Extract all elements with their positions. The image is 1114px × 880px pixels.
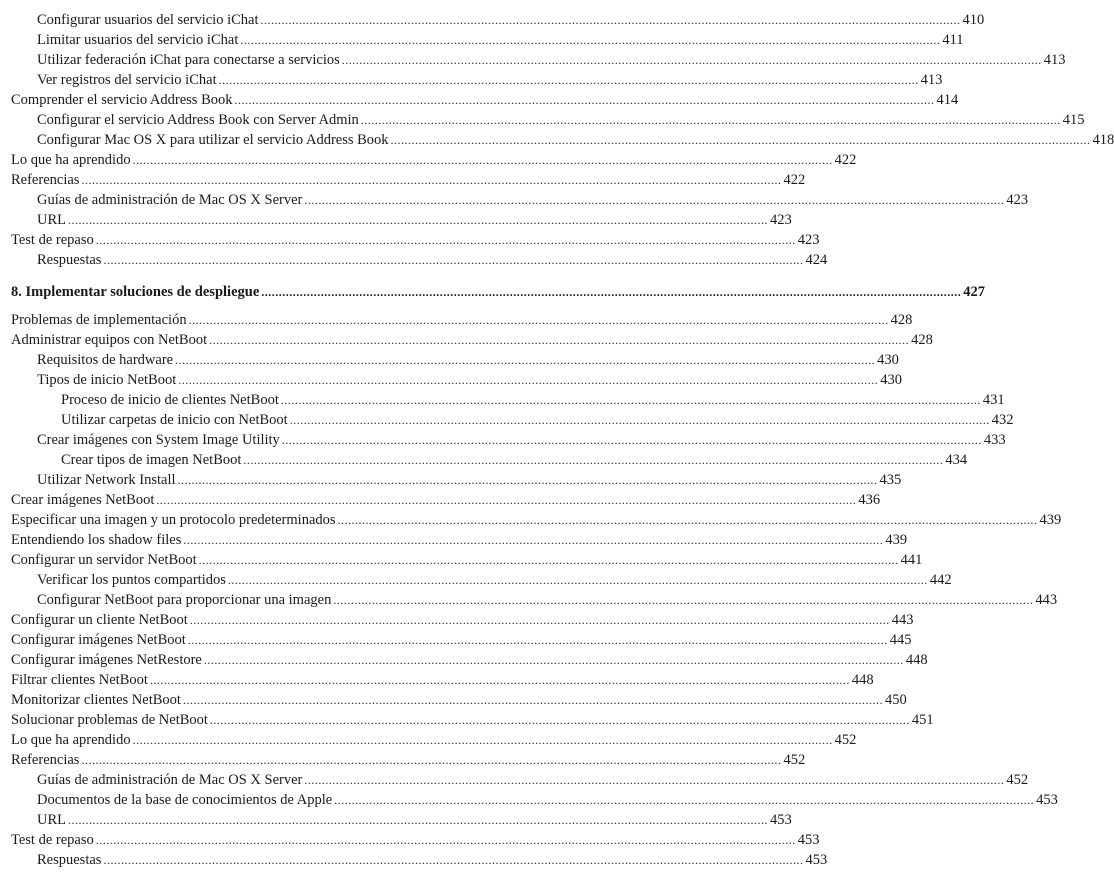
toc-entry — [0, 510, 1062, 530]
toc-page-number: 423 — [797, 232, 820, 248]
toc-entry — [0, 310, 913, 330]
dot-leader: ........................................................................................................................................................................................................ — [334, 793, 1035, 807]
toc-entry-title: Filtrar clientes NetBoot — [11, 672, 148, 688]
toc-entry — [0, 170, 806, 190]
toc-entry-title: Comprender el servicio Address Book — [11, 92, 233, 108]
dot-leader: ........................................................................................................................................................................................................ — [189, 613, 890, 627]
toc-page-number: 427 — [963, 284, 985, 300]
toc-entry-title: Problemas de implementación — [11, 312, 187, 328]
toc-entry-title: Respuestas — [37, 252, 102, 268]
toc-page-number: 435 — [879, 472, 902, 488]
dot-leader: ........................................................................................................................................................................................................ — [132, 153, 833, 167]
toc-entry — [0, 730, 857, 750]
toc-entry — [0, 750, 806, 770]
toc-entry-title: Administrar equipos con NetBoot — [11, 332, 208, 348]
toc-page-number: 448 — [851, 672, 874, 688]
toc-entry-title: Utilizar federación iChat para conectarse a servicios — [37, 52, 340, 68]
toc-page-number: 410 — [962, 12, 985, 28]
toc-page-number: 423 — [1006, 192, 1029, 208]
dot-leader: ........................................................................................................................................................................................................ — [95, 233, 796, 247]
toc-page-number: 451 — [911, 712, 934, 728]
toc-entry-title: Entendiendo los shadow files — [11, 532, 182, 548]
dot-leader: ........................................................................................................................................................................................................ — [132, 733, 833, 747]
toc-page-number: 452 — [1006, 772, 1029, 788]
dot-leader: ........................................................................................................................................................................................................ — [341, 53, 1042, 67]
toc-page-number: 453 — [805, 852, 828, 868]
toc-entry — [0, 230, 820, 250]
dot-leader: ........................................................................................................................................................................................................ — [175, 353, 876, 367]
dot-leader: ........................................................................................................................................................................................................ — [209, 713, 910, 727]
toc-page-number: 445 — [889, 632, 912, 648]
toc-entry-title: Crear imágenes con System Image Utility — [37, 432, 280, 448]
toc-entry-title: URL — [37, 212, 66, 228]
toc-entry-title: Utilizar carpetas de inicio con NetBoot — [61, 412, 288, 428]
toc-page-number: 448 — [905, 652, 928, 668]
toc-page-number: 430 — [877, 352, 899, 368]
toc-page-number: 433 — [983, 432, 1006, 448]
dot-leader: ........................................................................................................................................................................................................ — [203, 653, 904, 667]
toc-page-number: 453 — [1036, 792, 1058, 808]
toc-page-number: 436 — [858, 492, 881, 508]
dot-leader: ........................................................................................................................................................................................................ — [360, 113, 1061, 127]
toc-entry — [0, 850, 828, 870]
toc-entry-title: Test de repaso — [11, 232, 94, 248]
toc-entry-title: Especificar una imagen y un protocolo predeterminados — [11, 512, 336, 528]
dot-leader: ........................................................................................................................................................................................................ — [81, 173, 782, 187]
toc-page-number: 428 — [911, 332, 933, 348]
toc-page-number: 432 — [991, 412, 1014, 428]
dot-leader: ........................................................................................................................................................................................................ — [390, 133, 1091, 147]
toc-entry-title: Tipos de inicio NetBoot — [37, 372, 177, 388]
dot-leader: ........................................................................................................................................................................................................ — [280, 393, 981, 407]
toc-entry — [0, 130, 1114, 150]
toc-entry-title: Lo que ha aprendido — [11, 732, 131, 748]
toc-entry-title: Configurar NetBoot para proporcionar una imagen — [37, 592, 332, 608]
toc-entry-title: Requisitos de hardware — [37, 352, 174, 368]
toc-entry — [0, 150, 857, 170]
toc-page-number: 430 — [880, 372, 902, 388]
toc-entry — [0, 590, 1058, 610]
toc-entry — [0, 710, 934, 730]
toc-entry — [0, 770, 1029, 790]
toc-entry — [0, 530, 908, 550]
toc-page-number: 413 — [920, 72, 943, 88]
toc-entry — [0, 250, 828, 270]
toc-page-number: 453 — [770, 812, 792, 828]
toc-entry — [0, 190, 1029, 210]
dot-leader: ........................................................................................................................................................................................................ — [187, 633, 888, 647]
toc-entry-title: Configurar imágenes NetBoot — [11, 632, 186, 648]
toc-entry — [0, 390, 1005, 410]
dot-leader: ........................................................................................................................................................................................................ — [68, 813, 768, 827]
dot-leader: ........................................................................................................................................................................................................ — [178, 373, 879, 387]
toc-entry-title: 8. Implementar soluciones de despliegue — [11, 284, 260, 300]
toc-entry-title: Configurar Mac OS X para utilizar el servicio Address Book — [37, 132, 389, 148]
dot-leader: ........................................................................................................................................................................................................ — [304, 193, 1005, 207]
toc-entry — [0, 810, 792, 830]
dot-leader: ........................................................................................................................................................................................................ — [68, 213, 768, 227]
dot-leader: ........................................................................................................................................................................................................ — [95, 833, 796, 847]
toc-entry — [0, 370, 902, 390]
dot-leader: ........................................................................................................................................................................................................ — [240, 33, 941, 47]
toc-entry — [0, 330, 933, 350]
dot-leader: ........................................................................................................................................................................................................ — [304, 773, 1005, 787]
toc-entry — [0, 570, 952, 590]
toc-page-number: 439 — [1039, 512, 1062, 528]
toc-page-number: 431 — [982, 392, 1005, 408]
toc-entry — [0, 30, 964, 50]
dot-leader: ........................................................................................................................................................................................................ — [218, 73, 919, 87]
toc-page-number: 423 — [770, 212, 792, 228]
dot-leader: ........................................................................................................................................................................................................ — [188, 313, 889, 327]
toc-entry — [0, 670, 874, 690]
dot-leader: ........................................................................................................................................................................................................ — [289, 413, 990, 427]
dot-leader: ........................................................................................................................................................................................................ — [177, 473, 878, 487]
toc-entry — [0, 350, 899, 370]
toc-entry-title: Referencias — [11, 752, 80, 768]
toc-entry-title: Ver registros del servicio iChat — [37, 72, 217, 88]
toc-entry-title: Guías de administración de Mac OS X Server — [37, 192, 303, 208]
toc-entry-title: Configurar un servidor NetBoot — [11, 552, 197, 568]
toc-page-number: 443 — [1035, 592, 1058, 608]
toc-entry — [0, 410, 1014, 430]
toc-entry — [0, 610, 914, 630]
dot-leader: ........................................................................................................................................................................................................ — [103, 253, 804, 267]
toc-entry — [0, 650, 928, 670]
dot-leader: ........................................................................................................................................................................................................ — [209, 333, 910, 347]
dot-leader: ........................................................................................................................................................................................................ — [182, 693, 883, 707]
dot-leader: ........................................................................................................................................................................................................ — [243, 453, 944, 467]
toc-entry — [0, 630, 912, 650]
toc-entry — [0, 430, 1006, 450]
toc-entry-title: Proceso de inicio de clientes NetBoot — [61, 392, 279, 408]
dot-leader: ........................................................................................................................................................................................................ — [227, 573, 928, 587]
toc-page-number: 418 — [1092, 132, 1114, 148]
toc-entry-title: Configurar usuarios del servicio iChat — [37, 12, 259, 28]
toc-chapter-heading — [0, 282, 985, 302]
toc-page-number: 453 — [797, 832, 820, 848]
toc-entry — [0, 50, 1066, 70]
toc-entry-title: Configurar imágenes NetRestore — [11, 652, 202, 668]
toc-entry-title: Crear imágenes NetBoot — [11, 492, 155, 508]
toc-entry — [0, 110, 1085, 130]
toc-entry-title: Configurar el servicio Address Book con Server Admin — [37, 112, 359, 128]
toc-entry-title: Crear tipos de imagen NetBoot — [61, 452, 242, 468]
toc-page-number: 441 — [900, 552, 923, 568]
toc-page-number: 452 — [834, 732, 857, 748]
toc-page-number: 439 — [885, 532, 908, 548]
toc-page-number: 452 — [783, 752, 806, 768]
dot-leader: ........................................................................................................................................................................................................ — [156, 493, 857, 507]
toc-entry-title: Lo que ha aprendido — [11, 152, 131, 168]
toc-entry-title: Configurar un cliente NetBoot — [11, 612, 188, 628]
toc-entry — [0, 10, 985, 30]
toc-page-number: 414 — [936, 92, 959, 108]
dot-leader: ........................................................................................................................................................................................................ — [234, 93, 935, 107]
toc-entry — [0, 790, 1058, 810]
dot-leader: ........................................................................................................................................................................................................ — [103, 853, 804, 867]
toc-entry — [0, 470, 902, 490]
toc-page-number: 443 — [891, 612, 914, 628]
toc-page-number: 450 — [884, 692, 907, 708]
dot-leader: ........................................................................................................................................................................................................ — [333, 593, 1034, 607]
toc-entry-title: Referencias — [11, 172, 80, 188]
dot-leader: ........................................................................................................................................................................................................ — [261, 285, 962, 299]
toc-entry-title: Respuestas — [37, 852, 102, 868]
toc-entry-title: Documentos de la base de conocimientos de Apple — [37, 792, 333, 808]
toc-page-number: 428 — [890, 312, 913, 328]
toc-entry — [0, 490, 881, 510]
toc-entry — [0, 210, 792, 230]
toc-entry-title: Utilizar Network Install — [37, 472, 176, 488]
toc-entry — [0, 70, 943, 90]
dot-leader: ........................................................................................................................................................................................................ — [198, 553, 899, 567]
toc-page-number: 413 — [1043, 52, 1066, 68]
dot-leader: ........................................................................................................................................................................................................ — [81, 753, 782, 767]
toc-page-number: 411 — [942, 32, 964, 48]
toc-page-number: 424 — [805, 252, 828, 268]
toc-entry-title: Guías de administración de Mac OS X Server — [37, 772, 303, 788]
toc-entry-title: URL — [37, 812, 66, 828]
dot-leader: ........................................................................................................................................................................................................ — [149, 673, 850, 687]
toc-entry-title: Limitar usuarios del servicio iChat — [37, 32, 239, 48]
toc-page-number: 434 — [945, 452, 968, 468]
dot-leader: ........................................................................................................................................................................................................ — [337, 513, 1038, 527]
toc-entry-title: Monitorizar clientes NetBoot — [11, 692, 181, 708]
toc-entry — [0, 90, 959, 110]
toc-entry — [0, 450, 968, 470]
toc-page-number: 422 — [783, 172, 806, 188]
dot-leader: ........................................................................................................................................................................................................ — [183, 533, 884, 547]
toc-entry-title: Test de repaso — [11, 832, 94, 848]
toc-entry — [0, 830, 820, 850]
toc-entry — [0, 550, 923, 570]
dot-leader: ........................................................................................................................................................................................................ — [260, 13, 961, 27]
toc-entry — [0, 690, 907, 710]
toc-entry-title: Verificar los puntos compartidos — [37, 572, 226, 588]
toc-page-number: 415 — [1062, 112, 1085, 128]
toc-entry-title: Solucionar problemas de NetBoot — [11, 712, 208, 728]
dot-leader: ........................................................................................................................................................................................................ — [281, 433, 982, 447]
toc-page-number: 442 — [929, 572, 952, 588]
toc-page-number: 422 — [834, 152, 857, 168]
